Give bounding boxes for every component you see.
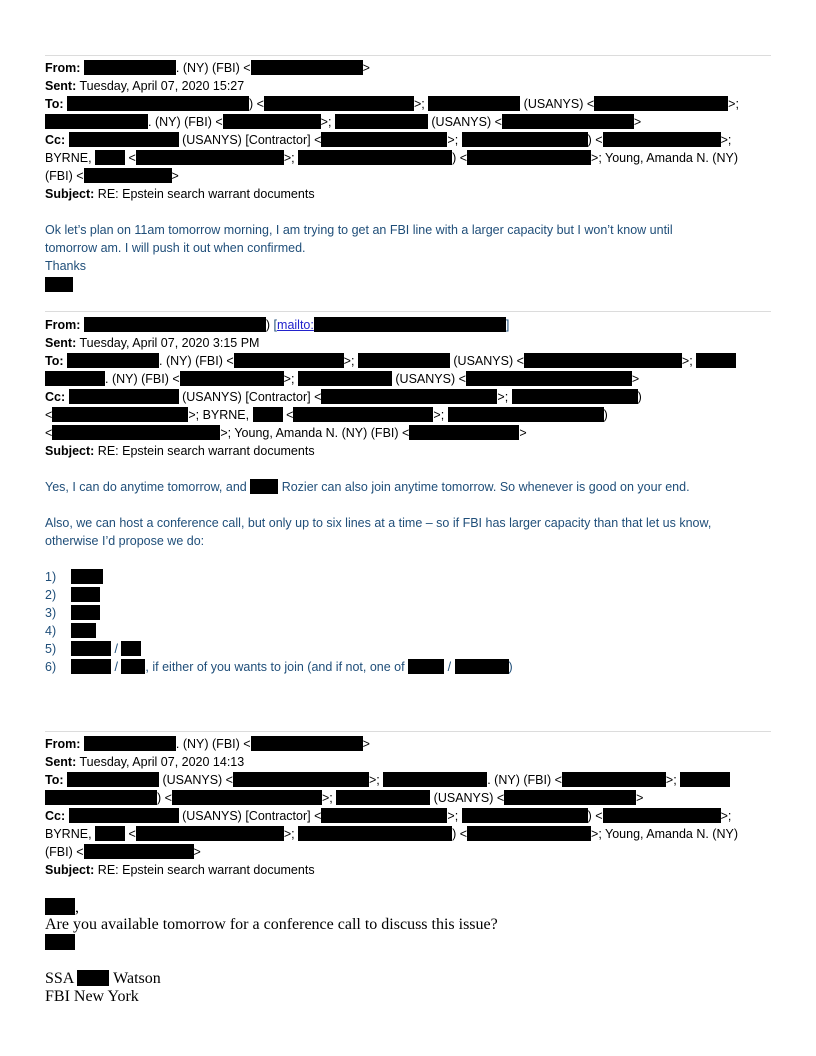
redaction: [524, 353, 682, 368]
redaction: [136, 150, 284, 165]
list-item: 1): [45, 568, 103, 586]
email3-signature-name: SSA Watson: [45, 970, 161, 987]
email2-cc-cont2: < >; Young, Amanda N. (NY) (FBI) < >: [45, 426, 527, 440]
redaction: [462, 808, 588, 823]
redaction: [121, 641, 141, 656]
redaction: [180, 371, 284, 386]
list-item: 4): [45, 622, 96, 640]
email3-sent: Sent: Tuesday, April 07, 2020 14:13: [45, 755, 245, 769]
redaction: [250, 479, 278, 494]
redaction: [95, 826, 125, 841]
email3-subject: Subject: RE: Epstein search warrant documents: [45, 863, 315, 877]
list-item: 6) / , if either of you wants to join (and if not, one of / ): [45, 660, 513, 674]
redaction: [448, 407, 604, 422]
redaction: [77, 970, 109, 986]
redaction: [504, 790, 636, 805]
redaction: [603, 132, 721, 147]
email1-signature: [45, 276, 73, 294]
redaction: [335, 114, 428, 129]
redaction: [358, 353, 450, 368]
redaction: [84, 60, 176, 75]
redaction: [233, 772, 369, 787]
email3-to: To: (USANYS) < >; . (NY) (FBI) < >;: [45, 771, 730, 789]
redaction: [462, 132, 588, 147]
redaction: [428, 96, 520, 111]
redaction: [45, 371, 105, 386]
redaction: [321, 132, 447, 147]
redaction: [696, 353, 736, 368]
redaction: [251, 60, 363, 75]
redaction: [467, 150, 591, 165]
redaction: [298, 150, 452, 165]
redaction: [562, 772, 666, 787]
redaction: [136, 826, 284, 841]
email1-body: Thanks: [45, 259, 86, 273]
email1-from: From: . (NY) (FBI) < >: [45, 61, 370, 75]
email2-sent: Sent: Tuesday, April 07, 2020 3:15 PM: [45, 336, 260, 350]
redaction: [383, 772, 487, 787]
redaction: [293, 407, 433, 422]
redaction: [512, 389, 638, 404]
redaction: [466, 371, 632, 386]
redaction: [71, 659, 111, 674]
redaction: [52, 407, 188, 422]
redaction: [71, 569, 103, 584]
email2-from: From: ) [mailto: ]: [45, 318, 510, 332]
email1-cc: Cc: (USANYS) [Contractor] < >; ) < >;: [45, 133, 732, 147]
redaction: [69, 389, 179, 404]
redaction: [603, 808, 721, 823]
redaction: [71, 587, 100, 602]
redaction: [314, 317, 506, 332]
redaction: [52, 425, 220, 440]
redaction: [67, 96, 249, 111]
redaction: [408, 659, 444, 674]
redaction: [253, 407, 283, 422]
redaction: [67, 772, 159, 787]
email1-body: tomorrow am. I will push it out when confirmed.: [45, 241, 306, 255]
email3-redaction: [45, 934, 75, 952]
email3-signature-office: FBI New York: [45, 988, 139, 1005]
email3-from: From: . (NY) (FBI) < >: [45, 737, 370, 751]
redaction: [172, 790, 322, 805]
email2-to: To: . (NY) (FBI) < >; (USANYS) < >;: [45, 352, 736, 370]
redaction: [298, 371, 392, 386]
redaction: [67, 353, 159, 368]
redaction: [84, 844, 194, 859]
redaction: [321, 389, 497, 404]
email2-subject: Subject: RE: Epstein search warrant documents: [45, 444, 315, 458]
list-item: 5) /: [45, 640, 141, 658]
divider: [45, 55, 771, 56]
email3-cc-cont: BYRNE, < >; ) < >; Young, Amanda N. (NY): [45, 827, 738, 841]
redaction: [336, 790, 430, 805]
redaction: [69, 132, 179, 147]
redaction: [234, 353, 344, 368]
redaction: [71, 623, 96, 638]
email2-body: Yes, I can do anytime tomorrow, and Rozier can also join anytime tomorrow. So whenever is good on your end.: [45, 480, 690, 494]
redaction: [409, 425, 519, 440]
email3-cc-cont2: (FBI) < >: [45, 845, 201, 859]
email2-cc-cont: < >; BYRNE, < >; ): [45, 408, 608, 422]
redaction: [84, 317, 266, 332]
mailto-link[interactable]: mailto:: [277, 318, 506, 332]
redaction: [84, 736, 176, 751]
redaction: [594, 96, 728, 111]
redaction: [95, 150, 125, 165]
redaction: [45, 898, 75, 915]
redaction: [223, 114, 321, 129]
redaction: [321, 808, 447, 823]
redaction: [84, 168, 172, 183]
email1-body: Ok let’s plan on 11am tomorrow morning, I am trying to get an FBI line with a larger capacity but I won’t know until: [45, 223, 673, 237]
redaction: [121, 659, 145, 674]
redaction: [251, 736, 363, 751]
email3-to-cont: ) < >; (USANYS) < >: [45, 789, 643, 807]
divider: [45, 311, 771, 312]
email3-greeting: ,: [45, 898, 79, 917]
email3-body: Are you available tomorrow for a conference call to discuss this issue?: [45, 916, 498, 933]
redaction: [45, 934, 75, 950]
divider: [45, 731, 771, 732]
redaction: [45, 114, 148, 129]
redaction: [298, 826, 452, 841]
list-item: 3): [45, 604, 100, 622]
redaction: [502, 114, 634, 129]
email2-cc: Cc: (USANYS) [Contractor] < >; ): [45, 390, 642, 404]
redaction: [455, 659, 509, 674]
email2-to-cont: . (NY) (FBI) < >; (USANYS) < >: [45, 370, 639, 388]
email1-cc-cont: BYRNE, < >; ) < >; Young, Amanda N. (NY): [45, 151, 738, 165]
email2-body: otherwise I’d propose we do:: [45, 534, 205, 548]
redaction: [45, 790, 157, 805]
email2-body: Also, we can host a conference call, but only up to six lines at a time – so if FBI has larger capacity than that let us know,: [45, 516, 712, 530]
redaction: [69, 808, 179, 823]
redaction: [467, 826, 591, 841]
email1-subject: Subject: RE: Epstein search warrant documents: [45, 187, 315, 201]
email1-cc-cont2: (FBI) < >: [45, 169, 179, 183]
redaction: [680, 772, 730, 787]
redaction: [71, 641, 111, 656]
list-item: 2): [45, 586, 100, 604]
email1-to: To: ) < >; (USANYS) < >;: [45, 97, 739, 111]
email1-to-cont: . (NY) (FBI) < >; (USANYS) < >: [45, 113, 641, 131]
email3-cc: Cc: (USANYS) [Contractor] < >; ) < >;: [45, 809, 732, 823]
redaction: [45, 277, 73, 292]
email1-sent: Sent: Tuesday, April 07, 2020 15:27: [45, 79, 245, 93]
redaction: [264, 96, 414, 111]
redaction: [71, 605, 100, 620]
